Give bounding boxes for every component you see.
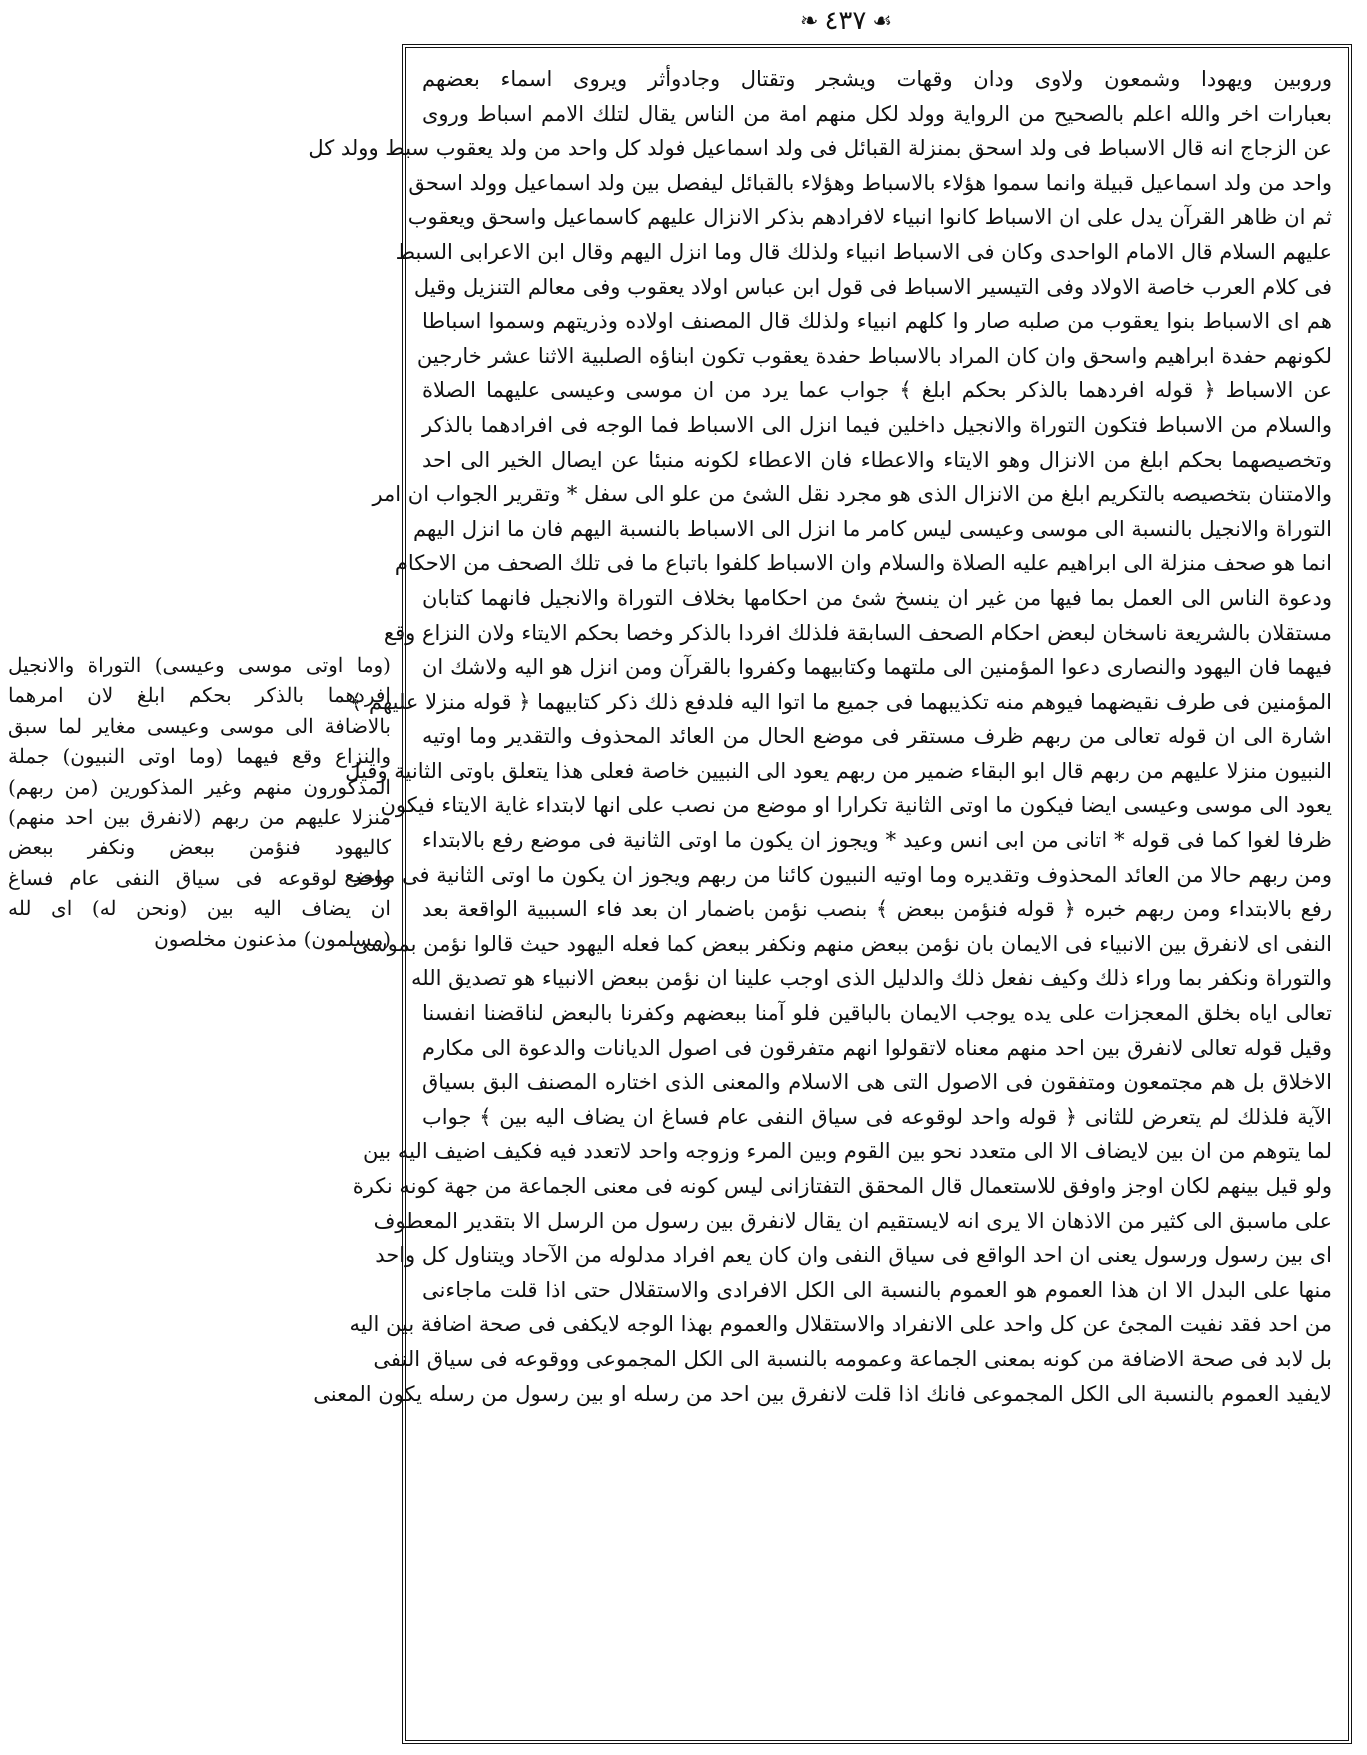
margin-note-line: منزلا عليهم من ربهم (لانفرق بين احد منهم) [8,805,391,830]
text-line: هم اى الاسباط بنوا يعقوب من صلبه صار وا كلهم انبياء ولذلك قال المصنف اولاده وذريتهم وسموا اسباطا [422,309,1332,334]
text-line: عن الزجاج انه قال الاسباط فى ولد اسحق بمنزلة القبائل فى ولد اسماعيل فولد كل واحد من ولد يعقوب سبط وولد كل [308,136,1332,161]
text-line: ودعوة الناس الى العمل بما فيها من غير ان ينسخ شئ من احكامها بخلاف التوراة والانجيل فانهما كتابان [422,585,1332,610]
text-line: لايفيد العموم بالنسبة الى الكل المجموعى فانك اذا قلت لانفرق بين احد من رسله او بين رسول من رسله يكون المعنى [313,1381,1332,1406]
margin-note-line: المذكورون منهم وغير المذكورين (من ربهم) [8,774,391,799]
main-text-body [308,62,1332,1411]
text-line: على ماسبق الى كثير من الاذهان الا يرى انه لايستقيم ان يقال لانفرق بين رسول من الرسل الا بتقدير المعطوف [373,1208,1332,1233]
page-number: ٤٣٧ [824,6,867,36]
text-line: بعبارات اخر والله اعلم بالصحيح من الرواية وولد لكل منهم امة من الناس يقال لتلك الامم اسباط وروى [422,101,1332,126]
margin-note-line: واحد لوقوعه فى سياق النفى عام فساغ [8,865,391,890]
text-line: المؤمنين فى طرف نقيضهما فيوهم منه تكذيبهما فى جميع ما اتوا اليه فلدفع ذلك ذكر كتابيهما ﴿ قوله منزلا عليهم ﴾ [349,689,1332,714]
margin-note-line: افردهما بالذكر بحكم ابلغ لان امرهما [8,683,391,708]
text-line: ظرفا لغوا كما فى قوله * اتانى من ابى انس وعيد * ويجوز ان يكون ما اوتى الثانية فى موضع رفع بالابتداء [422,828,1332,853]
text-line: وروبين ويهودا وشمعون ولاوى ودان وقهات ويشجر وتقتال وجادوأثر ويروى اسماء بعضهم [422,67,1332,91]
page-header [800,6,892,36]
text-line: فيهما فان اليهود والنصارى دعوا المؤمنين الى ملتهما وكتابيهما وكفروا بالقرآن ومن انزل هو اليه ولاشك ان [422,655,1332,680]
text-line: ولو قيل بينهم لكان اوجز واوفق للاستعمال قال المحقق التفتازانى ليس كونه فى معنى الجماعة من جهة كونه نكرة [352,1174,1332,1198]
margin-note-line: بالاضافة الى موسى وعيسى مغاير لما سبق [8,713,391,738]
text-line: انما هو صحف منزلة الى ابراهيم عليه الصلاة والسلام وان الاسباط كلفوا باتباع ما فى تلك الصحف من الاحكام [394,551,1332,576]
text-line: بل لابد فى صحة الاضافة من كونه بمعنى الجماعة وعمومه بالنسبة الى الكل المجموعى ووقوعه فى سياق النفى [373,1346,1332,1371]
text-line: الآية فلذلك لم يتعرض للثانى ﴿ قوله واحد لوقوعه فى سياق النفى عام فساغ ان يضاف اليه بين ﴾ جواب [422,1104,1332,1129]
text-line: واحد من ولد اسماعيل قبيلة وانما سموا هؤلاء بالاسباط وهؤلاء بالقبائل ليفصل بين ولد اسماعيل وولد اسحق [408,170,1332,195]
text-line: والسلام من الاسباط فتكون التوراة والانجيل داخلين فيما انزل الى الاسباط فما الوجه فى افرادهما بالذكر [422,412,1332,437]
text-line: تعالى اياه بخلق المعجزات على يده يوجب الايمان بالباقين فلو آمنا ببعضهم وكفرنا بالبعض لناقضنا انفسنا [422,1001,1332,1026]
text-line: مستقلان بالشريعة ناسخان لبعض احكام الصحف السابقة فلذلك افردا بالذكر وخصا بحكم الايتاء ولان النزاع وقع [383,620,1332,645]
text-line: عليهم السلام قال الامام الواحدى وكان فى الاسباط انبياء ولذلك قال وما انزل اليهم وقال ابن الاعرابى السبط [395,239,1332,264]
text-line: الاخلاق بل هم مجتمعون ومتفقون فى الاصول التى هى الاسلام والمعنى الذى اختاره المصنف البق بسياق [422,1070,1332,1095]
text-line: من احد فقد نفيت المجئ عن كل واحد على الانفراد والاستقلال والعموم بهذا الوجه لايكفى فى صحة اضافة بين اليه [349,1312,1332,1337]
text-line: منها على البدل الا ان هذا العموم هو العموم بالنسبة الى الكل الافرادى والاستقلال حتى اذا قلت ماجاءنى [422,1277,1332,1302]
text-line: اشارة الى ان قوله تعالى من ربهم ظرف مستقر فى موضع الحال من العائد المحذوف والتقدير وما اوتيه [422,724,1332,749]
text-line: وتخصيصهما بحكم ابلغ من الانزال وهو الايتاء والاعطاء فان الاعطاء لكونه منبئا عن ايصال الخير الى احد [422,447,1332,472]
main-text-frame [308,44,1352,1744]
ornament-left-icon: ❧ [800,8,819,34]
text-line: لما يتوهم من ان بين لايضاف الا الى متعدد نحو بين القوم وبين المرء وزوجه واحد لاتعدد فيه فكيف اضيف اليه بين [362,1139,1332,1164]
text-line: النفى اى لانفرق بين الانبياء فى الايمان بان نؤمن ببعض منهم ونكفر ببعض كما فعله اليهود حيث قالوا نؤمن بموسى [352,931,1332,956]
text-line: لكونهم حفدة ابراهيم واسحق وان كان المراد بالاسباط حفدة يعقوب تكون ابناؤه الصلبية الاثنا عشر خارجين [416,343,1332,368]
margin-note-line: ان يضاف اليه بين (ونحن له) اى لله [8,896,391,921]
margin-note-line: (وما اوتى موسى وعيسى) التوراة والانجيل [8,653,391,677]
text-line: ثم ان ظاهر القرآن يدل على ان الاسباط كانوا انبياء لافرادهم بذكر الانزال عليهم كاسماعيل واسحق ويعقوب [407,205,1332,230]
margin-note-line: والنزاع وقع فيهما (وما اوتى النبيون) جملة [8,744,391,769]
text-line: يعود الى موسى وعيسى ايضا فيكون ما اوتى الثانية تكرارا او موضع من نصب على انها لابتداء غاية الايتاء فيكون [380,793,1332,818]
text-line: رفع بالابتداء ومن ربهم خبره ﴿ قوله فنؤمن ببعض ﴾ بنصب نؤمن باضمار ان بعد فاء السببية الواقعة بعد [422,897,1332,922]
text-line: النبيون منزلا عليهم من ربهم قال ابو البقاء ضمير من ربهم يعود الى النبيين خاصة فعلى هذا يتعلق باوتى الثانية وقيل [345,758,1332,783]
text-line: ومن ربهم حالا من العائد المحذوف وتقديره وما اوتيه النبيون كائنا من ربهم ويجوز ان يكون ما اوتى الثانية فى موضع [344,862,1332,887]
margin-note-line: كاليهود فنؤمن ببعض ونكفر ببعض [8,835,391,860]
text-line: والتوراة ونكفر بما وراء ذلك وكيف نفعل ذلك والدليل الذى اوجب علينا ان نؤمن ببعض الانبياء هو تصديق الله [411,966,1332,991]
text-line: عن الاسباط ﴿ قوله افردهما بالذكر بحكم ابلغ ﴾ جواب عما يرد من ان موسى وعيسى عليهما الصلاة [422,378,1332,403]
text-line: والامتنان بتخصيصه بالتكريم ابلغ من الانزال الذى هو مجرد نقل الشئ من علو الى سفل * وتقرير الجواب ان امر [372,482,1332,507]
margin-note-line: (مسلمون) مذعنون مخلصون [154,926,391,951]
text-line: وقيل قوله تعالى لانفرق بين احد منهم معناه لاتقولوا انهم متفرقون فى اصول الديانات والدعوة الى مكارم [422,1035,1332,1060]
text-line: اى بين رسول ورسول يعنى ان احد الواقع فى سياق النفى وان كان يعم افراد مدلوله من الآحاد ويتناول كل واحد [375,1243,1332,1268]
text-line: التوراة والانجيل بالنسبة الى موسى وعيسى ليس كامر ما انزل الى الاسباط بالنسبة اليهم فان ما انزل اليهم [413,516,1332,541]
ornament-right-icon: ☙ [872,8,893,34]
margin-note [8,650,391,954]
text-line: فى كلام العرب خاصة الاولاد وفى التيسير الاسباط فى قول ابن عباس اولاد يعقوب وفى معالم التنزيل وقيل [413,274,1332,299]
